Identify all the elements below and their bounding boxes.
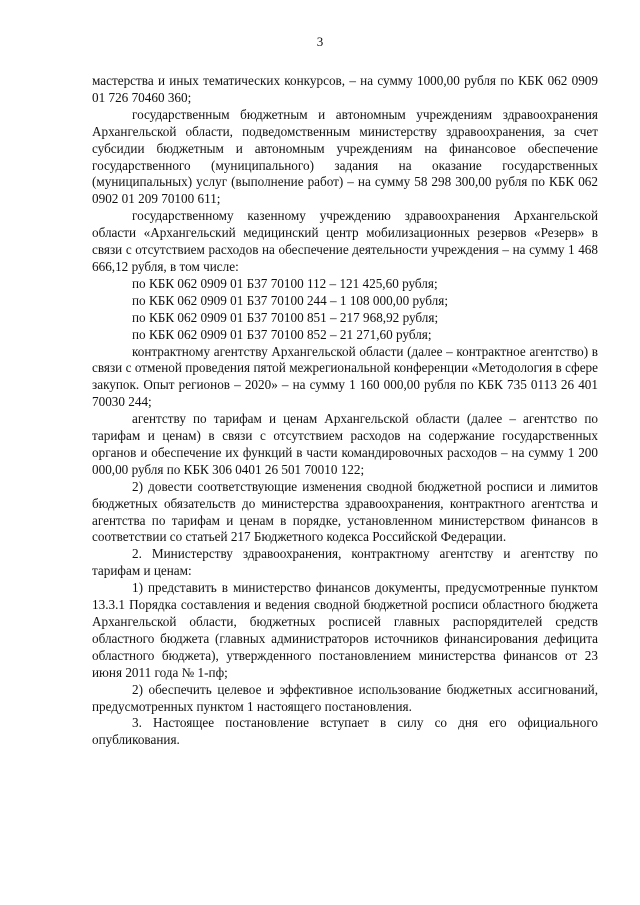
document-body <box>92 73 598 749</box>
paragraph-kbk-line-112: по КБК 062 0909 01 Б37 70100 112 – 121 425,60 рубля; <box>132 275 438 291</box>
paragraph-contract-agency: контрактному агентству Архангельской области (далее – контрактное агентство) в связи с отменой проведения пятой межрегиональной конференции «Методология в сфере закупок. Опыт регионов – 2020» – на сумму 1 160 000,00 рубля по КБК 735 0113 26 401 70030 244; <box>92 343 598 410</box>
paragraph-reserve-center: государственному казенному учреждению здравоохранения Архангельской области «Архангельский медицинский центр мобилизационных резервов «Резерв» в связи с отсутствием расходов на обеспечение деятельности учреждения – на сумму 1 468 666,12 рубля, в том числе: <box>92 208 598 274</box>
paragraph-budget-changes: 2) довести соответствующие изменения сводной бюджетной росписи и лимитов бюджетных обязательств до министерства здравоохранения, контрактного агентства и агентства по тарифам и ценам в порядке, установленном министерством финансов в соответствии со статьей 217 Бюджетного кодекса Российской Федерации. <box>92 478 598 545</box>
paragraph-section-3: 3. Настоящее постановление вступает в силу со дня его официального опубликования. <box>92 715 598 748</box>
paragraph-kbk-line-851: по КБК 062 0909 01 Б37 70100 851 – 217 968,92 рубля; <box>132 309 439 325</box>
page-number: 3 <box>316 34 324 49</box>
paragraph-contests-amount: мастерства и иных тематических конкурсов, – на сумму 1000,00 рубля по КБК 062 0909 01 726 70460 360; <box>92 73 598 105</box>
paragraph-tariff-agency: агентству по тарифам и ценам Архангельской области (далее – агентство по тарифам и ценам) в связи с отсутствием расходов на содержание государственных органов и обеспечение их функций в части командировочных расходов – на сумму 1 200 000,00 рубля по КБК 306 0401 26 501 70010 122; <box>92 411 598 477</box>
paragraph-section-2: 2. Министерству здравоохранения, контрактному агентству и агентству по тарифам и ценам: <box>92 546 598 579</box>
paragraph-submit-documents: 1) представить в министерство финансов документы, предусмотренные пунктом 13.3.1 Порядка составления и ведения сводной бюджетной росписи областного бюджета Архангельской области, бюджетных росписей главных распорядителей средств областного бюджета (главных администраторов источников финансирования дефицита областного бюджета), утвержденного постановлением министерства финансов от 23 июня 2011 года № 1-пф; <box>92 580 598 680</box>
paragraph-healthcare-institutions: государственным бюджетным и автономным учреждениям здравоохранения Архангельской области, подведомственным министерству здравоохранения, за счет субсидии бюджетным и автономным учреждениям на финансовое обеспечение государственного (муниципального) задания на оказание государственных (муниципальных) услуг (выполнение работ) – на сумму 58 298 300,00 рубля по КБК 062 0902 01 209 70100 611; <box>92 106 598 207</box>
paragraph-kbk-line-852: по КБК 062 0909 01 Б37 70100 852 – 21 271,60 рубля; <box>132 326 432 342</box>
paragraph-kbk-line-244: по КБК 062 0909 01 Б37 70100 244 – 1 108 000,00 рубля; <box>132 292 448 308</box>
paragraph-target-use: 2) обеспечить целевое и эффективное использование бюджетных ассигнований, предусмотренных пунктом 1 настоящего постановления. <box>92 681 598 714</box>
